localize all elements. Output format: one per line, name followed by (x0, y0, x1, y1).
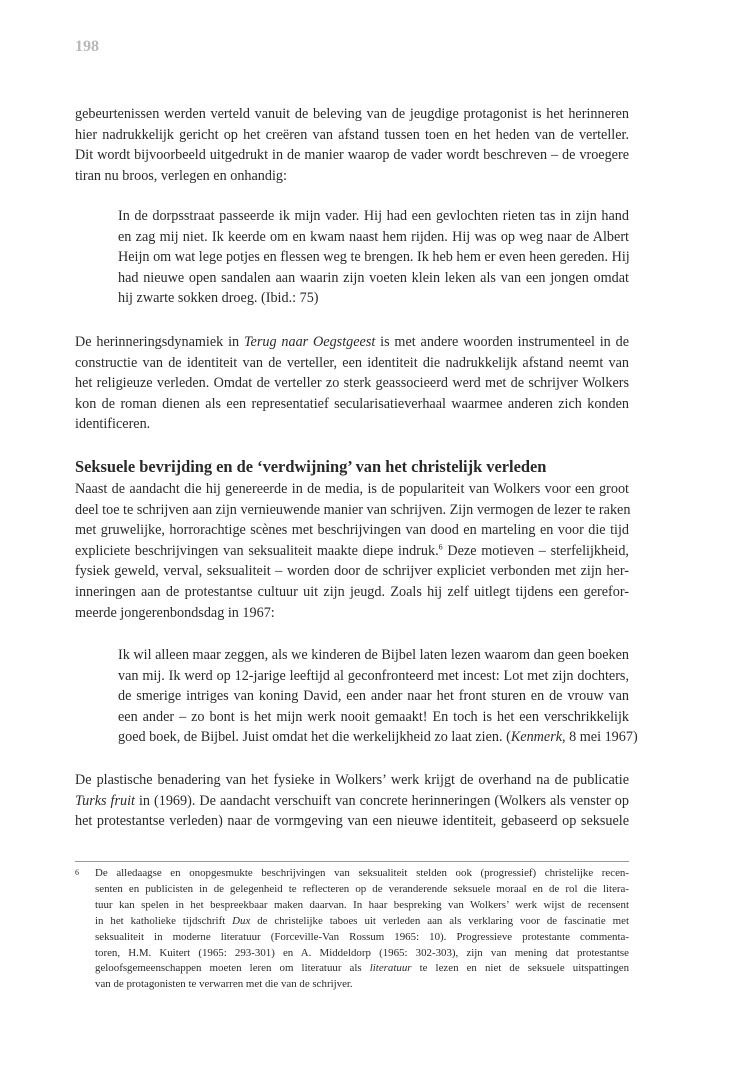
text-line: constructie van de identiteit van de verteller, een identiteit die nadrukkelijk afstand neemt van (75, 354, 629, 371)
book-title: Turks fruit (75, 792, 135, 809)
text-line: fysiek geweld, verval, seksualiteit – worden door de schrijver expliciet verbonden met zijn her- (75, 563, 629, 580)
footnote-line: van de protagonisten te verwarren met die van de schrijver. (95, 978, 353, 991)
text-line: identificeren. (75, 416, 151, 433)
text-line: Turks fruit in (1969). De aandacht verschuift van concrete herinneringen (Wolkers als venster op (75, 792, 629, 809)
footnote-line: seksualiteit in moderne literatuur (Forceville-Van Rossum 1965: 10). Progressieve protestante commenta- (95, 930, 629, 943)
quote-line: de smerige intriges van koning David, een ander naar het front sturen en de vrouw van (118, 688, 629, 705)
text-line: De herinneringsdynamiek in Terug naar Oegstgeest is met andere woorden instrumenteel in de (75, 334, 629, 350)
section-heading: Seksuele bevrijding en de ‘verdwijning’ van het christelijk verleden (75, 457, 547, 476)
text-line: het religieuze verleden. Omdat de verteller zo sterk geassocieerd werd met de schrijver Wolkers (75, 375, 629, 392)
text-line: expliciete beschrijvingen van seksualiteit maakte diepe indruk.$^6$ Deze motieven – sterfelijkheid, (75, 542, 629, 559)
block-quote-father (118, 206, 629, 309)
text-line: De plastische benadering van het fysieke in Wolkers’ werk krijgt de overhand na de publicatie (75, 772, 629, 788)
paragraph-popularity (75, 479, 629, 623)
quote-line: hij zwarte sokken droeg. (Ibid.: 75) (118, 290, 319, 307)
paragraph-turks-fruit (75, 770, 629, 832)
footnote-line: tuur kan spelen in het bespreekbaar maken daarvan. In haar bespreking van Wolkers’ werk wijst de recensent (95, 898, 629, 911)
text-line: gebeurtenissen werden verteld vanuit de beleving van de jeugdige protagonist is het herinneren (75, 106, 629, 122)
quote-line: In de dorpsstraat passeerde ik mijn vader. Hij had een gevlochten rieten tas in zijn hand (118, 208, 629, 224)
text-line: meerde jongerenbondsdag in 1967: (75, 604, 275, 621)
text-line: kon de roman dienen als een representatief secularisatieverhaal waarmee anderen zich konden (75, 395, 629, 412)
text-line: het protestantse verleden) naar de vormgeving van een nieuwe identiteit, gebaseerd op seksuele (75, 813, 629, 830)
footnote-line: geloofsgemeenschappen moeten leren om literatuur als literatuur te lezen en niet de seksuele uitspattingen (95, 962, 630, 975)
footnote-line: toren, H.M. Kuitert (1965: 293-301) en A. Middeldorp (1965: 302-303), zijn van mening dat protestantse (95, 946, 629, 959)
quote-line: goed boek, de Bijbel. Juist omdat het die werkelijkheid zo laat zien. (Kenmerk, 8 mei 1967) (118, 729, 638, 746)
journal-title: Dux (232, 914, 251, 927)
footnote-reference[interactable]: 6 (438, 542, 443, 552)
footnote-line: in het katholieke tijdschrift Dux de christelijke taboes uit verleden aan als verklaring voor de fascinatie met (95, 914, 629, 927)
quote-line: een ander – zo bont is het mijn werk nooit gemaakt! En toch is het een verschrikkelijk (118, 708, 629, 725)
footnote-text (95, 866, 629, 993)
text-line: hier nadrukkelijk gericht op het creëren van afstand tussen toen en het heden van de verteller. (75, 126, 629, 143)
text-line: deel toe te schrijven aan zijn vernieuwende manier van schrijven. Zijn vermogen de lezer te raken (75, 501, 631, 518)
paragraph-intro (75, 104, 629, 186)
quote-line: Ik wil alleen maar zeggen, als we kinderen de Bijbel laten lezen waarom dan geen boeken (118, 647, 629, 663)
page-number: 198 (75, 38, 99, 55)
text-line: tiran nu broos, verlegen en onhandig: (75, 167, 287, 184)
text-line: Naast de aandacht die hij genereerde in de media, is de populariteit van Wolkers voor een groot (75, 481, 629, 497)
emphasis: literatuur (369, 962, 412, 975)
quote-line: en zag mij niet. Ik keerde om en kwam naast hem rijden. Hij was op weg naar de Albert (118, 228, 629, 245)
paragraph-memory-dynamics (75, 332, 629, 435)
quote-line: van mij. Ik werd op 12-jarige leeftijd al geconfronteerd met incest: Lot met zijn dochters, (118, 667, 629, 684)
quote-line: had nieuwe open sandalen aan waarin zijn voeten klein leken als van een jongen omdat (118, 269, 629, 286)
book-title: Terug naar Oegstgeest (243, 334, 376, 350)
text-line: met gruwelijke, horrorachtige scènes met beschrijvingen van dood en marteling en voor die tijd (75, 522, 629, 539)
quote-line: Heijn om wat lege potjes en flessen weg te brengen. Ik heb hem er even heen gereden. Hij (118, 249, 630, 266)
text-line: inneringen aan de protestantse cultuur uit zijn jeugd. Zoals hij zelf uitlegt tijdens een gerefor- (75, 583, 629, 600)
text-line: Dit wordt bijvoorbeeld uitgedrukt in de manier waarop de vader wordt beschreven – de vroegere (75, 147, 629, 164)
footnote-line: De alledaagse en onopgesmukte beschrijvingen van seksualiteit stelden ook (progressief) christelijke recen- (95, 867, 629, 879)
source-title: Kenmerk (510, 729, 563, 746)
footnote-number: 6 (75, 868, 79, 877)
footnote-divider (75, 861, 629, 862)
block-quote-bible (118, 645, 638, 748)
footnote-line: senten en publicisten in de gelegenheid te reflecteren op de veranderende seksuele moraal en de rol die litera- (95, 882, 629, 895)
